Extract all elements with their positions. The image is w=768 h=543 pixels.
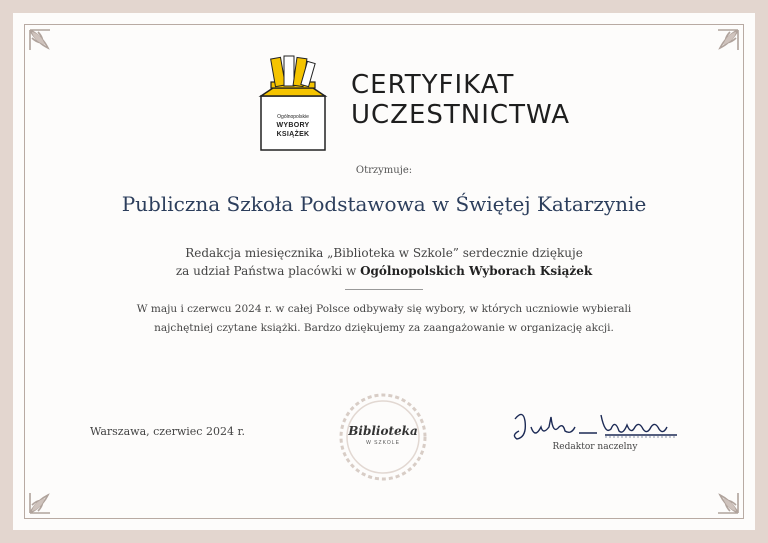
recipient-label: Otrzymuje: <box>355 165 413 176</box>
logo-line-2: KSIĄŻEK <box>276 131 310 138</box>
description-line-1: W maju i czerwcu 2024 r. w całej Polsce odbywały się wybory, w których uczniowie wybierali <box>136 303 632 315</box>
thanks-line-2-prefix: za udział Państwa placówki w <box>175 264 361 278</box>
title-line-1: CERTYFIKAT <box>351 70 515 100</box>
stamp-subtitle: W SZKOLE <box>366 440 400 446</box>
thanks-text <box>0 244 768 280</box>
signature <box>505 405 685 445</box>
corner-ornament-icon <box>700 475 740 515</box>
description-line-2: najchętniej czytane książki. Bardzo dziękujemy za zaangażowanie w organizację akcji. <box>154 322 614 334</box>
corner-ornament-icon <box>28 28 68 68</box>
recipient-name: Publiczna Szkoła Podstawowa w Świętej Katarzynie <box>121 192 647 216</box>
certificate-title <box>351 70 571 130</box>
description <box>0 300 768 338</box>
thanks-line-1: Redakcja miesięcznika „Biblioteka w Szkole” serdecznie dziękuje <box>185 246 583 260</box>
logo-small-text: Ogólnopolskie <box>277 114 309 120</box>
signature-role: Redaktor naczelny <box>552 442 638 452</box>
place-date: Warszawa, czerwiec 2024 r. <box>90 425 245 438</box>
corner-ornament-icon <box>28 475 68 515</box>
corner-ornament-icon <box>700 28 740 68</box>
event-name: Ogólnopolskich Wyborach Książek <box>360 264 593 278</box>
logo-line-1: WYBORY <box>276 122 310 129</box>
title-line-2: UCZESTNICTWA <box>351 100 571 130</box>
ballot-box-logo <box>257 52 329 152</box>
publisher-stamp <box>338 392 428 482</box>
divider <box>345 289 423 290</box>
stamp-name: Biblioteka <box>348 424 418 438</box>
thanks-line-2 <box>0 262 768 280</box>
